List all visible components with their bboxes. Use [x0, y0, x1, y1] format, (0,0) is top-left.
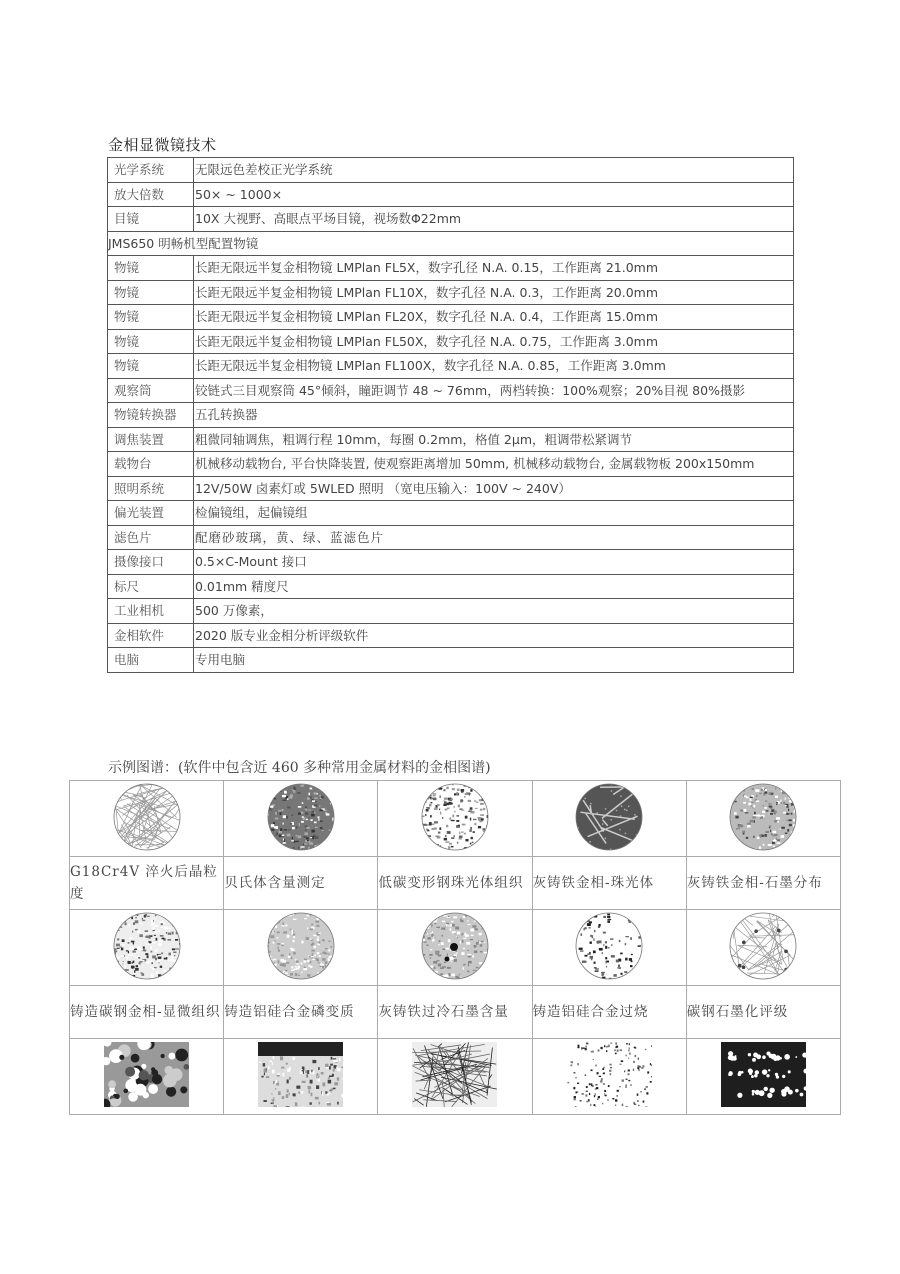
gallery-image-cell: [70, 1039, 224, 1115]
gallery-image-cell: [686, 1039, 840, 1115]
gallery-caption: 铸造铝硅合金过烧: [532, 986, 686, 1039]
spec-row: [108, 280, 794, 305]
micrograph-image: [104, 1042, 189, 1107]
spec-label: 物镜: [108, 256, 194, 281]
spec-row: [108, 599, 794, 624]
spec-row: [108, 476, 794, 501]
spec-label: 观察筒: [108, 378, 194, 403]
micrograph-image: [567, 1042, 652, 1107]
gallery-title: 示例图谱：(软件中包含近 460 多种常用金属材料的金相图谱): [108, 760, 491, 776]
gallery-caption: 碳钢石墨化评级: [686, 986, 840, 1039]
spec-value: 长距无限远半复金相物镜 LMPlan FL5X，数字孔径 N.A. 0.15，工作距离 21.0mm: [194, 256, 794, 281]
spec-value: 五孔转换器: [194, 403, 794, 428]
spec-row: [108, 574, 794, 599]
spec-label: 标尺: [108, 574, 194, 599]
spec-row: [108, 378, 794, 403]
spec-row: [108, 427, 794, 452]
micrograph-image: [112, 911, 182, 981]
gallery-caption: 铸造碳钢金相-显微组织: [70, 986, 224, 1039]
spec-label: 光学系统: [108, 158, 194, 183]
spec-value: 长距无限远半复金相物镜 LMPlan FL10X，数字孔径 N.A. 0.3，工作距离 20.0mm: [194, 280, 794, 305]
spec-value: 0.01mm 精度尺: [194, 574, 794, 599]
spec-value: 长距无限远半复金相物镜 LMPlan FL20X，数字孔径 N.A. 0.4，工作距离 15.0mm: [194, 305, 794, 330]
spec-value: 专用电脑: [194, 648, 794, 673]
spec-label: 偏光装置: [108, 501, 194, 526]
spec-row: [108, 623, 794, 648]
gallery-image-cell: [686, 781, 840, 857]
gallery-caption: G18Cr4V 淬火后晶粒度: [70, 857, 224, 910]
spec-value: 10X 大视野、高眼点平场目镜，视场数Φ22mm: [194, 207, 794, 232]
spec-row: [108, 329, 794, 354]
spec-label: 物镜: [108, 329, 194, 354]
spec-label: 照明系统: [108, 476, 194, 501]
spec-row: [108, 525, 794, 550]
spec-section-header: JMS650 明畅机型配置物镜: [108, 231, 794, 256]
spec-row: [108, 648, 794, 673]
gallery-image-cell: [224, 781, 378, 857]
gallery-image-cell: [532, 910, 686, 986]
gallery-image-cell: [224, 1039, 378, 1115]
gallery-caption-row: [70, 986, 841, 1039]
gallery-image-cell: [70, 781, 224, 857]
micrograph-image: [728, 911, 798, 981]
micrograph-image: [574, 782, 644, 852]
micrograph-image: [574, 911, 644, 981]
spec-row: [108, 501, 794, 526]
spec-value: 检偏镜组，起偏镜组: [194, 501, 794, 526]
spec-label: 载物台: [108, 452, 194, 477]
micrograph-image: [721, 1042, 806, 1107]
gallery-caption-row: [70, 857, 841, 910]
spec-value: 长距无限远半复金相物镜 LMPlan FL100X，数字孔径 N.A. 0.85，工作距离 3.0mm: [194, 354, 794, 379]
spec-value: 12V/50W 卤素灯或 5WLED 照明 （宽电压输入：100V ~ 240V）: [194, 476, 794, 501]
spec-table: [107, 157, 794, 673]
micrograph-image: [728, 782, 798, 852]
gallery-image-cell: [532, 1039, 686, 1115]
gallery-image-cell: [378, 1039, 532, 1115]
spec-value: 长距无限远半复金相物镜 LMPlan FL50X，数字孔径 N.A. 0.75，工作距离 3.0mm: [194, 329, 794, 354]
spec-row: [108, 256, 794, 281]
gallery-image-cell: [686, 910, 840, 986]
spec-row: [108, 305, 794, 330]
spec-row: [108, 182, 794, 207]
spec-row: [108, 550, 794, 575]
micrograph-image: [112, 782, 182, 852]
spec-value: 机械移动载物台, 平台快降装置, 使观察距离增加 50mm, 机械移动载物台, 金属载物板 200x150mm: [194, 452, 794, 477]
spec-label: 物镜: [108, 280, 194, 305]
spec-label: 摄像接口: [108, 550, 194, 575]
spec-label: 滤色片: [108, 525, 194, 550]
gallery-image-cell: [378, 781, 532, 857]
spec-label: 工业相机: [108, 599, 194, 624]
spec-row: [108, 207, 794, 232]
gallery-caption: 铸造铝硅合金磷变质: [224, 986, 378, 1039]
spec-value: 配磨砂玻璃，黄、绿、蓝滤色片: [194, 525, 794, 550]
spec-row: [108, 231, 794, 256]
micrograph-image: [266, 782, 336, 852]
spec-value: 无限远色差校正光学系统: [194, 158, 794, 183]
spec-label: 调焦装置: [108, 427, 194, 452]
gallery-image-row: [70, 781, 841, 857]
micrograph-image: [420, 782, 490, 852]
micrograph-image: [412, 1042, 497, 1107]
gallery-caption: 灰铸铁金相-石墨分布: [686, 857, 840, 910]
spec-label: 目镜: [108, 207, 194, 232]
spec-row: [108, 403, 794, 428]
gallery-table: [69, 780, 841, 1115]
gallery-image-cell: [378, 910, 532, 986]
gallery-caption: 低碳变形钢珠光体组织: [378, 857, 532, 910]
gallery-image-row: [70, 910, 841, 986]
spec-label: 物镜转换器: [108, 403, 194, 428]
spec-value: 0.5×C-Mount 接口: [194, 550, 794, 575]
gallery-image-cell: [70, 910, 224, 986]
spec-row: [108, 452, 794, 477]
spec-value: 粗微同轴调焦，粗调行程 10mm，每圈 0.2mm，格值 2μm，粗调带松紧调节: [194, 427, 794, 452]
gallery-image-cell: [224, 910, 378, 986]
gallery-image-cell: [532, 781, 686, 857]
spec-value: 铰链式三目观察筒 45°倾斜，瞳距调节 48 ~ 76mm，两档转换：100%观察；20%目视 80%摄影: [194, 378, 794, 403]
spec-value: 500 万像素，: [194, 599, 794, 624]
gallery-caption: 灰铸铁金相-珠光体: [532, 857, 686, 910]
spec-label: 物镜: [108, 354, 194, 379]
spec-label: 放大倍数: [108, 182, 194, 207]
spec-value: 2020 版专业金相分析评级软件: [194, 623, 794, 648]
page-title: 金相显微镜技术: [108, 136, 217, 154]
spec-label: 电脑: [108, 648, 194, 673]
micrograph-image: [266, 911, 336, 981]
gallery-image-row: [70, 1039, 841, 1115]
spec-value: 50× ~ 1000×: [194, 182, 794, 207]
spec-label: 金相软件: [108, 623, 194, 648]
gallery-caption: 贝氏体含量测定: [224, 857, 378, 910]
micrograph-image: [420, 911, 490, 981]
spec-label: 物镜: [108, 305, 194, 330]
gallery-caption: 灰铸铁过冷石墨含量: [378, 986, 532, 1039]
micrograph-image: [258, 1042, 343, 1107]
spec-row: [108, 158, 794, 183]
spec-row: [108, 354, 794, 379]
